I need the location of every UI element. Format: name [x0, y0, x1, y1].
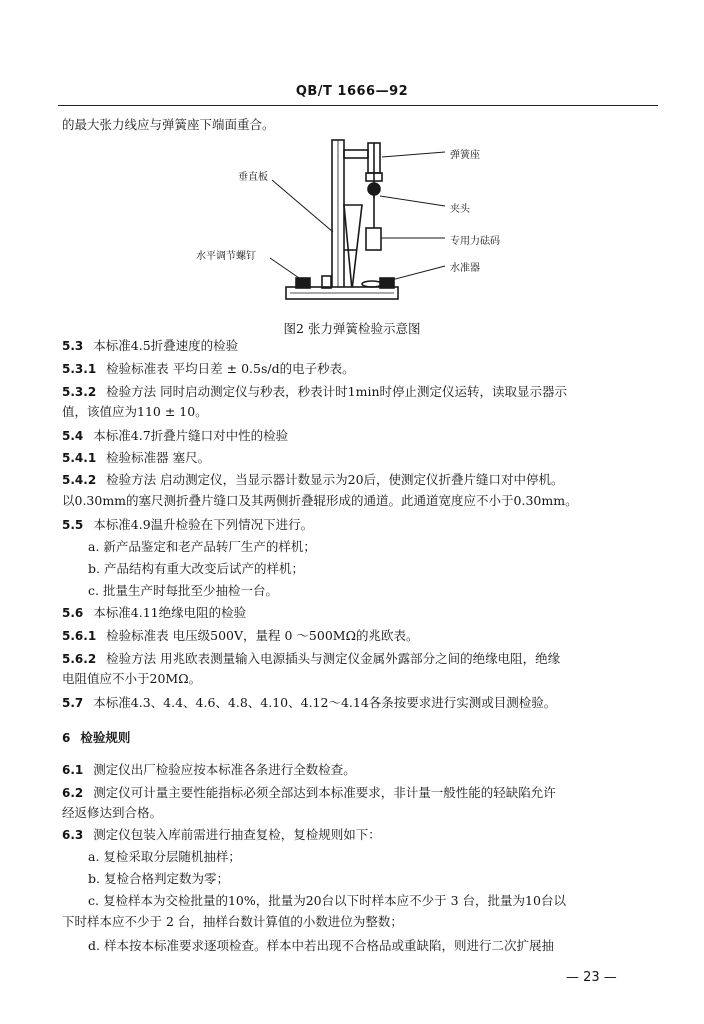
clause-5-4: 5.4 本标准4.7折叠片缝口对中性的检验 [62, 428, 289, 443]
clause-6-2: 6.2 测定仪可计量主要性能指标必须全部达到本标准要求，非计量一般性能的轻缺陷允许 [62, 785, 556, 800]
clause-5-6-2: 5.6.2 检验方法 用兆欧表测量输入电源插头与测定仪金属外露部分之间的绝缘电阻，绝缘 [62, 651, 561, 666]
label-vertical-plate: 垂直板 [238, 172, 268, 183]
clause-5-3: 5.3 本标准4.5折叠速度的检验 [62, 338, 239, 353]
list-item: a. 复检采取分层随机抽样； [88, 849, 241, 864]
list-item: c. 复检样本为交检批量的10%，批量为20台以下时样本应不少于 3 台，批量为10台以 [88, 893, 566, 908]
clause-5-4-2: 5.4.2 检验方法 启动测定仪，当显示器计数显示为20后，使测定仪折叠片缝口对中停机。 [62, 472, 564, 487]
list-item: b. 复检合格判定数为零； [88, 871, 229, 886]
label-weight: 专用力砝码 [450, 236, 500, 247]
body-line: 下时样本应不少于 2 台，抽样台数计算值的小数进位为整数； [62, 914, 403, 929]
label-level: 水准器 [450, 263, 480, 274]
clause-5-6: 5.6 本标准4.11绝缘电阻的检验 [62, 605, 247, 620]
clause-5-3-2: 5.3.2 检验方法 同时启动测定仪与秒表，秒表计时1min时停止测定仪运转，读取显示器示 [62, 384, 568, 399]
body-line: 经返修达到合格。 [62, 805, 163, 820]
clause-6-3: 6.3 测定仪包装入库前需进行抽查复检，复检规则如下： [62, 827, 381, 842]
label-clamp: 夹头 [450, 204, 470, 215]
page-number: — 23 — [566, 970, 617, 985]
page-header: QB/T 1666—92 [295, 84, 409, 99]
section-6-heading: 6 检验规则 [62, 730, 131, 745]
list-item: c. 批量生产时每批至少抽检一台。 [88, 583, 278, 598]
figure-caption: 图2 张力弹簧检验示意图 [283, 321, 421, 336]
label-spring-seat: 弹簧座 [450, 150, 480, 161]
list-item: b. 产品结构有重大改变后试产的样机； [88, 561, 304, 576]
tension-spring-test-diagram [0, 0, 704, 330]
list-item: d. 样本按本标准要求逐项检查。样本中若出现不合格品或重缺陷，则进行二次扩展抽 [88, 938, 554, 953]
clause-5-3-1: 5.3.1 检验标准表 平均日差 ± 0.5s/d的电子秒表。 [62, 361, 355, 376]
body-line: 的最大张力线应与弹簧座下端面重合。 [62, 117, 275, 132]
clause-5-4-1: 5.4.1 检验标准器 塞尺。 [62, 450, 211, 465]
clause-5-6-1: 5.6.1 检验标准表 电压级500V，量程 0 ～500MΩ的兆欧表。 [62, 628, 419, 643]
label-leveling-screw: 水平调节螺钉 [196, 251, 256, 262]
clause-6-1: 6.1 测定仪出厂检验应按本标准各条进行全数检查。 [62, 762, 356, 777]
body-line: 以0.30mm的塞尺测折叠片缝口及其两侧折叠辊形成的通道。此通道宽度应不小于0.30mm。 [62, 493, 578, 508]
list-item: a. 新产品鉴定和老产品转厂生产的样机； [88, 539, 316, 554]
body-line: 电阻值应不小于20MΩ。 [62, 671, 202, 686]
clause-5-7: 5.7 本标准4.3、4.4、4.6、4.8、4.10、4.12～4.14各条按要求进行实测或目测检验。 [62, 695, 557, 710]
body-line: 值，该值应为110 ± 10。 [62, 404, 208, 419]
clause-5-5: 5.5 本标准4.9温升检验在下列情况下进行。 [62, 517, 314, 532]
